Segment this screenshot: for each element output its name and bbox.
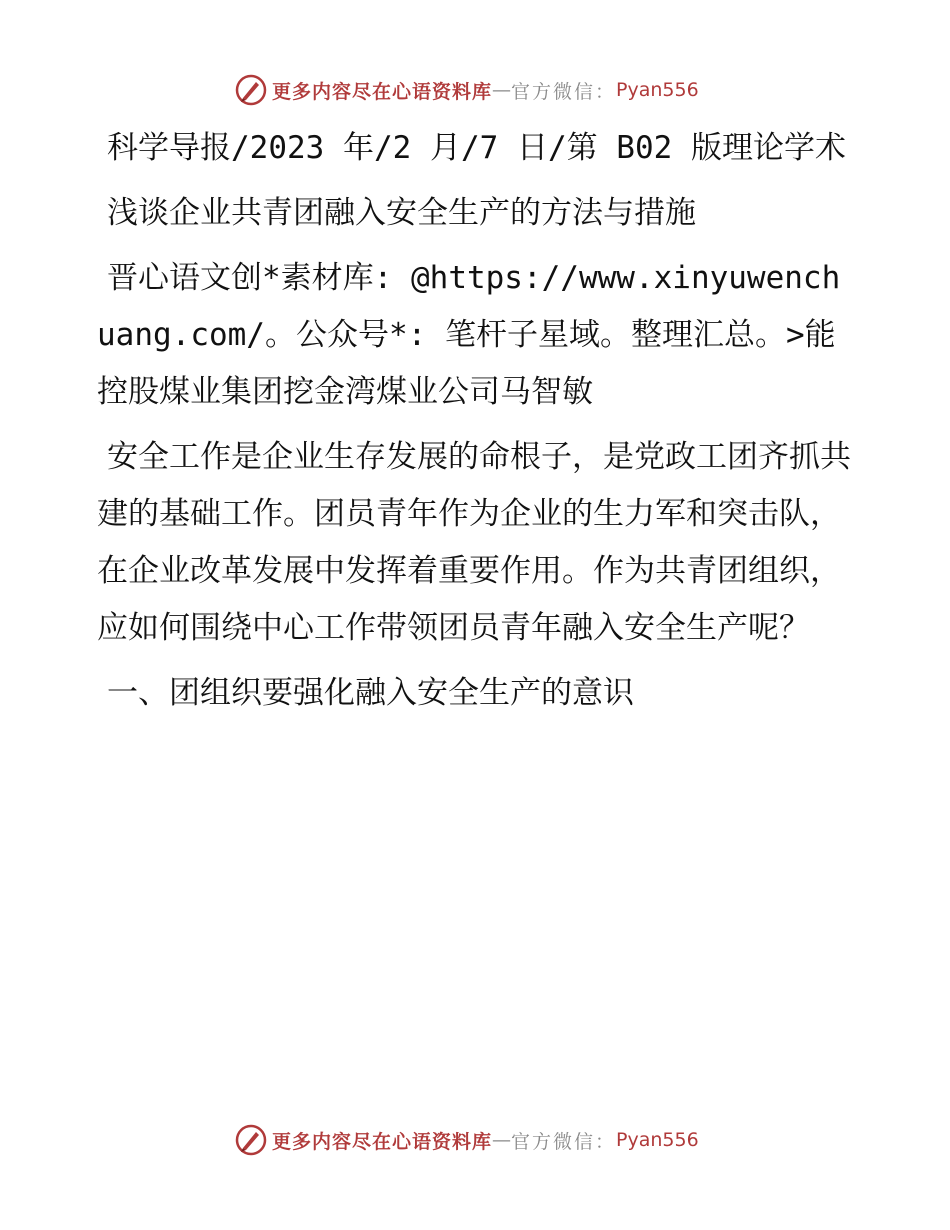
source-line: 晋心语文创*素材库: @https://www.xinyuwenchuang.com/。公众号*: 笔杆子星域。整理汇总。>能控股煤业集团挖金湾煤业公司马智敏 <box>97 260 841 410</box>
body-paragraph: 安全工作是企业生存发展的命根子，是党政工团齐抓共建的基础工作。团员青年作为企业的生力军和突击队，在企业改革发展中发挥着重要作用。作为共青团组织，应如何围绕中心工作带领团员青年融入安全生产呢？ <box>97 439 851 646</box>
watermark-wechat-id: Pyan556 <box>616 1129 699 1151</box>
watermark-separator: — <box>492 79 512 101</box>
watermark-header <box>234 72 699 108</box>
watermark-footer <box>234 1122 699 1158</box>
quill-pen-circle-icon <box>234 1123 268 1157</box>
watermark-brand: 更多内容尽在心语资料库 <box>272 1130 493 1153</box>
watermark-separator: — <box>492 1129 512 1151</box>
quill-pen-circle-icon <box>234 73 268 107</box>
section-heading: 一、团组织要强化融入安全生产的意识 <box>107 675 634 711</box>
watermark-wechat-label: 官方微信： <box>511 80 617 103</box>
header-line: 科学导报/2023 年/2 月/7 日/第 B02 版理论学术 <box>107 130 846 166</box>
watermark-brand: 更多内容尽在心语资料库 <box>272 80 493 103</box>
document-title: 浅谈企业共青团融入安全生产的方法与措施 <box>107 195 696 231</box>
watermark-wechat-label: 官方微信： <box>511 1130 617 1153</box>
watermark-wechat-id: Pyan556 <box>616 79 699 101</box>
document-body <box>97 120 857 730</box>
